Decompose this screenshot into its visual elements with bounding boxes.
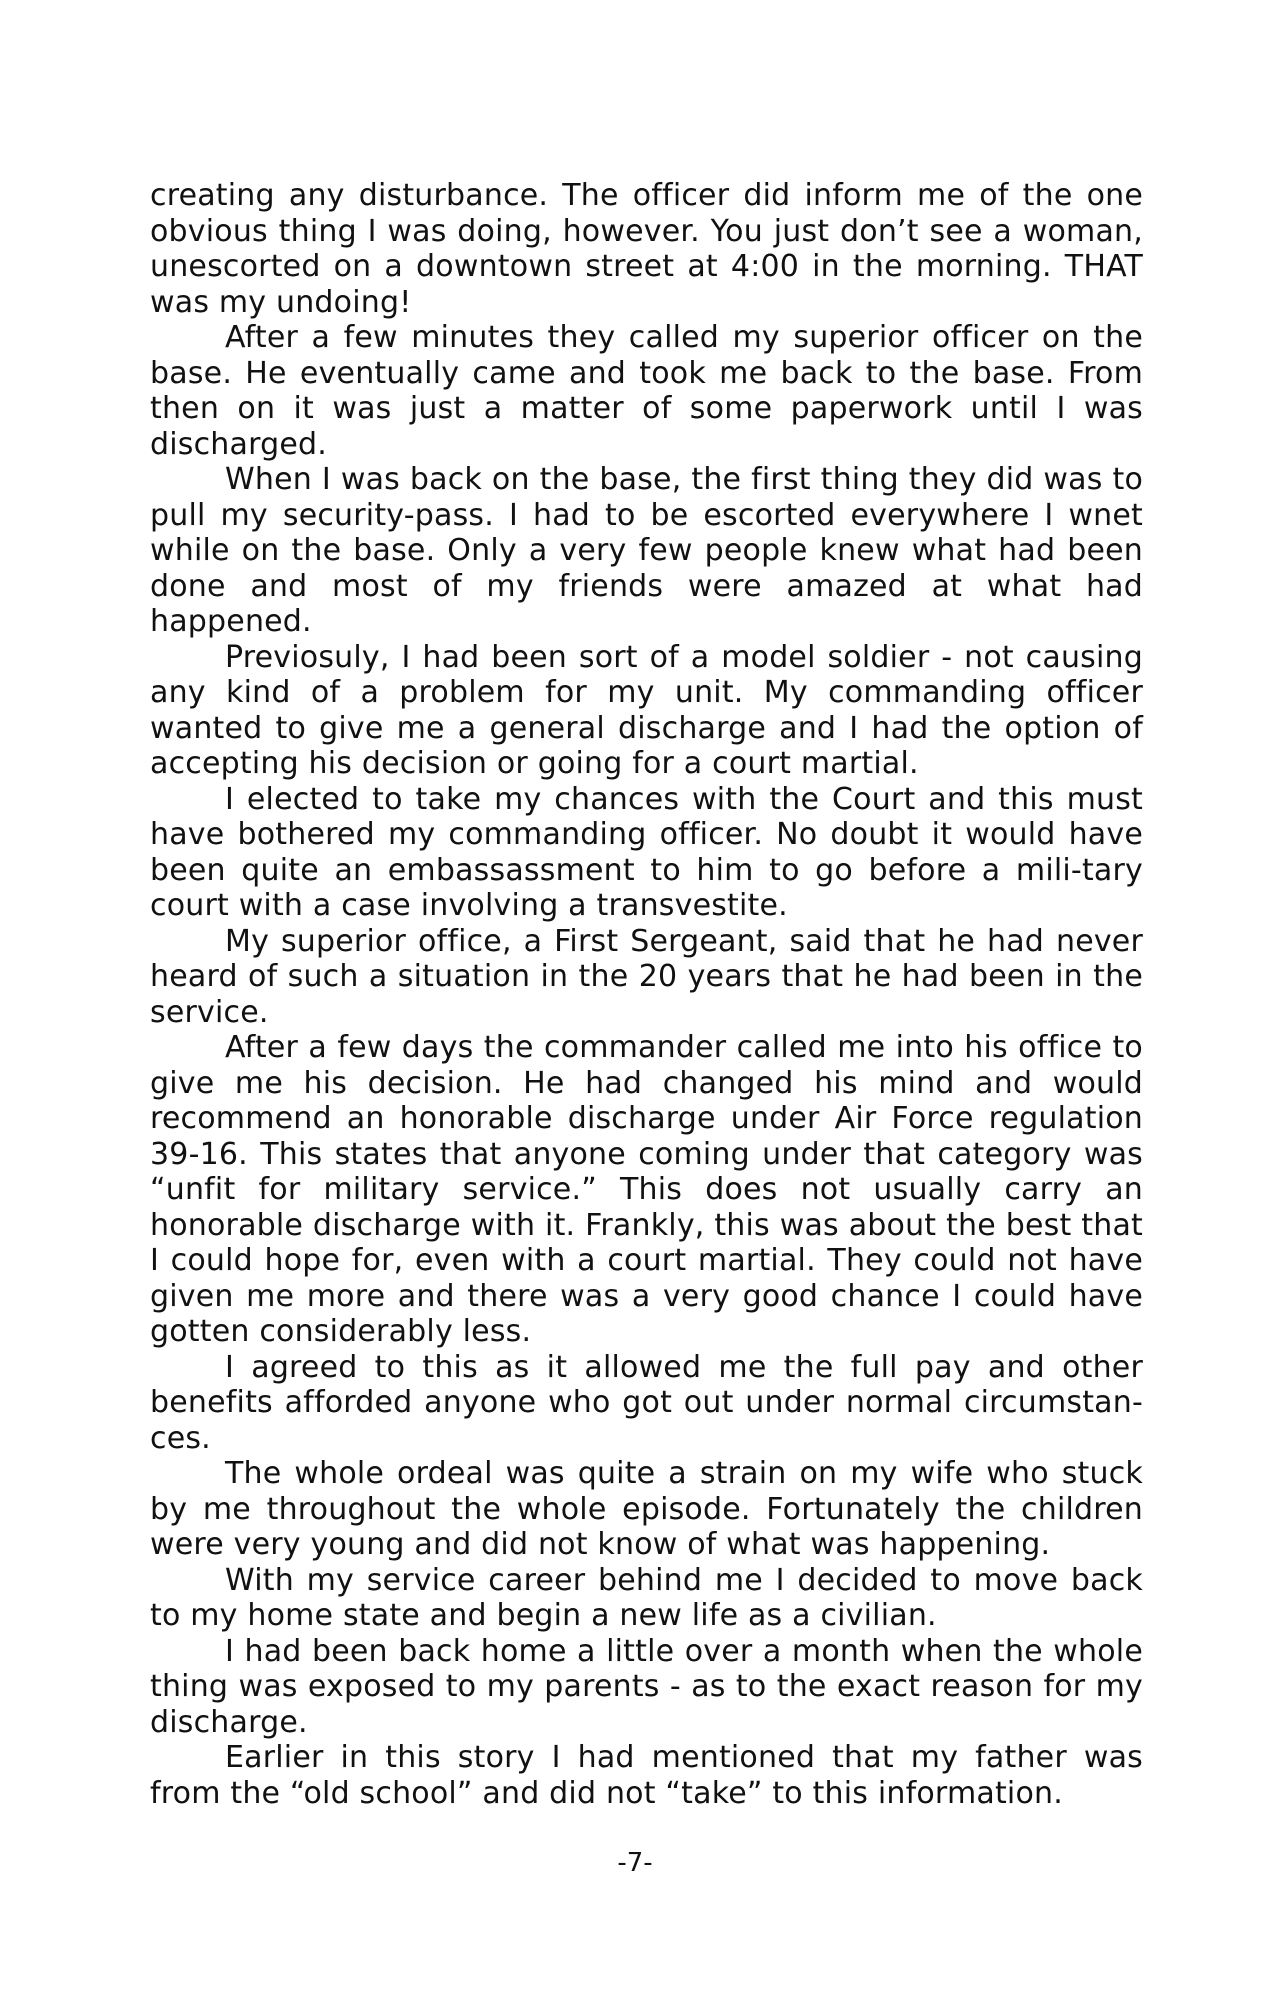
body-text (150, 178, 1143, 1811)
paragraph-2: After a few minutes they called my superior officer on the base. He eventually came and took me back to the base. From then on it was just a matter of some paperwork until I was discharged. (150, 320, 1143, 462)
paragraph-3: When I was back on the base, the first thing they did was to pull my security-pass. I had to be escorted everywhere I wnet while on the base. Only a very few people knew what had been done and most of my friends were amazed at what had happened. (150, 462, 1143, 639)
paragraph-7: After a few days the commander called me into his office to give me his decision. He had changed his mind and would recommend an honorable discharge under Air Force regulation 39-16. This states that anyone coming under that category was “unfit for military service.” This does not usually carry an honorable discharge with it. Frankly, this was about the best that I could hope for, even with a court martial. They could not have given me more and there was a very good chance I could have gotten considerably less. (150, 1030, 1143, 1349)
paragraph-11: I had been back home a little over a month when the whole thing was exposed to my parents - as to the exact reason for my discharge. (150, 1633, 1143, 1740)
paragraph-10: With my service career behind me I decided to move back to my home state and begin a new life as a civilian. (150, 1562, 1143, 1633)
page-number: -7- (617, 1848, 653, 1878)
paragraph-6: My superior office, a First Sergeant, said that he had never heard of such a situation in the 20 years that he had been in the service. (150, 923, 1143, 1030)
paragraph-1: creating any disturbance. The officer did inform me of the one obvious thing I was doing, however. You just don’t see a woman, unescorted on a downtown street at 4:00 in the morning. THAT was my undoing! (150, 178, 1143, 320)
paragraph-9: The whole ordeal was quite a strain on my wife who stuck by me throughout the whole episode. Fortunately the children were very young and did not know of what was happening. (150, 1456, 1143, 1562)
paragraph-8: I agreed to this as it allowed me the full pay and other benefits afforded anyone who got out under normal circumstan-ces. (150, 1349, 1143, 1456)
paragraph-12: Earlier in this story I had mentioned that my father was from the “old school” and did not “take” to this information. (150, 1740, 1143, 1811)
paragraph-4: Previosuly, I had been sort of a model soldier - not causing any kind of a problem for my unit. My commanding officer wanted to give me a general discharge and I had the option of accepting his decision or going for a court martial. (150, 639, 1143, 781)
paragraph-5: I elected to take my chances with the Court and this must have bothered my commanding officer. No doubt it would have been quite an embassassment to him to go before a mili-tary court with a case involving a transvestite. (150, 781, 1143, 923)
